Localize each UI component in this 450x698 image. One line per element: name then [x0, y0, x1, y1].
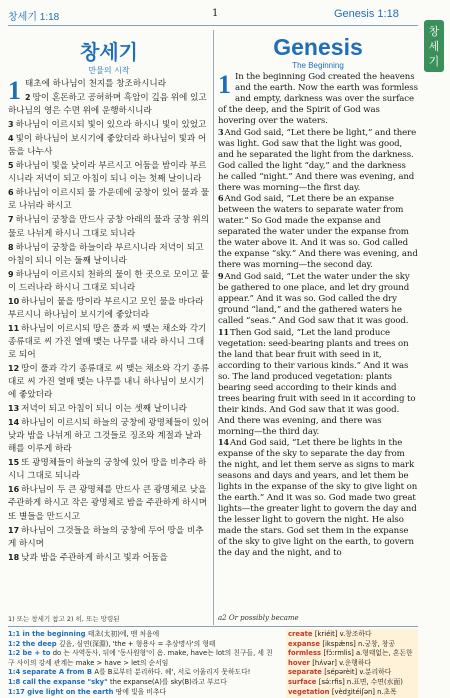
english-verse — [218, 193, 418, 271]
study-note-ref: 1:2 the deep — [8, 639, 59, 648]
english-chapter-number: 1 — [218, 70, 231, 99]
vocab-entry — [288, 630, 416, 640]
verse-text: 또 광명체들이 하늘의 궁창에 있어 땅을 비추라 하시니 그대로 되니라 — [8, 458, 207, 482]
korean-verse — [8, 362, 210, 402]
verse-text: 낮과 밤을 주관하게 하시고 빛과 어둠을 — [21, 552, 168, 563]
korean-verse — [8, 132, 210, 159]
english-verse — [218, 271, 418, 327]
verse-number: 13 — [8, 404, 20, 414]
study-note-text: 깊음, 심연(深淵), 'the + 형용사 = 추상명사'의 형태 — [58, 639, 216, 648]
verse-text: 저녁이 되고 아침이 되니 이는 셋째 날이니라 — [21, 404, 187, 415]
verse-text: 하나님이 뭍을 땅이라 부르시고 모인 물을 바다라 부르시니 하나님이 보시기에 좋았더라 — [8, 296, 204, 320]
korean-verse — [8, 483, 210, 523]
footer-rule — [8, 626, 418, 627]
header-rule — [8, 25, 418, 26]
vocab-entry — [288, 688, 416, 698]
vocab-entry — [288, 668, 416, 678]
study-note — [8, 630, 278, 640]
verse-text: 하나님이 이르시되 물 가운데에 궁창이 있어 물과 물로 나뉘라 하시고 — [8, 188, 210, 212]
study-note-text: do 는 사역동사, 뒤에 '동사원형'이 옴. make, have는 lot의 친구들, 세 친구 사이의 강세 관계는 make > have > let의 순서임 — [8, 649, 273, 667]
study-note-ref: 1:4 separate A from B — [8, 668, 95, 677]
korean-verses — [8, 78, 210, 565]
english-footnote: a2 Or possibly became — [218, 614, 299, 622]
study-note-ref: 1:2 be + to — [8, 649, 53, 658]
verse-text: 하나님이 궁창을 하늘이라 부르시니라 저녁이 되고 아침이 되니 이는 둘째 날이니라 — [8, 242, 204, 266]
study-note-ref: 1:17 give light on the earth — [8, 687, 116, 696]
verse-text: 땅이 혼돈하고 공허하며 흑암이 깊음 위에 있고 하나님의 영은 수면 위에 운행하시니라 — [8, 93, 207, 117]
verse-number: 15 — [8, 458, 20, 468]
verse-text: 하나님이 이르시되 빛이 있으라 하시니 빛이 있었고 — [15, 120, 207, 131]
verse-number: 12 — [8, 363, 20, 373]
korean-verse — [8, 186, 210, 213]
study-note-text: 땅에 빛을 비추다 — [115, 687, 167, 696]
korean-book-title: 창세기 — [80, 40, 138, 64]
header-korean-ref: 창세기 1:18 — [8, 12, 60, 23]
study-note — [8, 668, 278, 678]
korean-verse — [8, 159, 210, 186]
english-column — [218, 28, 418, 559]
vocab-word: vegetation — [288, 687, 332, 696]
verse-text: 땅이 풀과 각기 종류대로 씨 맺는 채소와 각기 종류대로 씨 가진 열매 맺는 나무를 내니 하나님이 보시기에 좋았더라 — [8, 363, 210, 401]
korean-verse — [8, 118, 210, 132]
study-note-text: the expanse(A)를 sky(B)라고 부르다 — [110, 677, 227, 686]
vocabulary-box — [286, 629, 418, 698]
verse-number: 3 — [8, 120, 14, 130]
korean-verse — [8, 416, 210, 456]
header-english-ref: Genesis 1:18 — [334, 8, 399, 20]
verse-text: 하나님이 이르시되 땅은 풀과 씨 맺는 채소와 각기 종류대로 씨 가진 열매 맺는 나무를 내라 하시니 그대로 되어 — [8, 323, 207, 360]
verse-number: 10 — [8, 296, 20, 306]
vocab-definition: [sə́ːrfis] n.표면, 수면(水面) — [318, 677, 403, 686]
verse-text: 하나님이 궁창을 만드사 궁창 아래의 물과 궁창 위의 물로 나뉘게 하시니 그대로 되니라 — [8, 215, 210, 239]
vocab-definition: [vèdʒitéiʃən] n.초목 — [331, 687, 397, 696]
verse-text: And God said, “Let there be lights in the expanse of the sky to separate the day from the night, and let them serve as signs to mark seasons and days and years, and let them be lights in the expanse of the sky to give light on the earth.” And it was so. God made two great lights—the greater light to govern the day and the lesser light to govern the night. He also made the stars. God set them in the expanse of the sky to give light on the earth, to govern the day and the night, and to — [218, 438, 418, 558]
vocab-word: expanse — [288, 639, 323, 648]
verse-text: 하나님이 이르시되 하늘의 궁창에 광명체들이 있어 낮과 밤을 나뉘게 하고 그것들로 징조와 계절과 날과 해를 이루게 하라 — [8, 418, 210, 455]
korean-verse — [8, 91, 210, 118]
vocab-entry — [288, 659, 416, 669]
vocab-entry — [288, 640, 416, 650]
vocab-definition: [fɔ́ːrmlis] a.형태없는, 혼돈한 — [323, 649, 413, 658]
verse-text: In the beginning God created the heavens and the earth. Now the earth was formless and empty, darkness was over the surface of the deep, and the Spirit of God was hovering over the waters. — [218, 72, 418, 126]
verse-number: 2 — [25, 93, 31, 103]
study-note-text: 태초(太初)에, 맨 처음에 — [87, 630, 160, 638]
verse-number: 14 — [8, 418, 20, 428]
book-tab[interactable]: 창세기 — [424, 20, 444, 72]
korean-footnote: 1) 또는 창세기 참고 2) 히, 또는 망령된 — [8, 615, 120, 623]
korean-verse — [8, 551, 210, 565]
verse-number: 7 — [8, 215, 14, 225]
english-verse — [218, 437, 418, 558]
korean-verse — [8, 322, 210, 362]
korean-verse — [8, 295, 210, 322]
page-number: 1 — [212, 8, 219, 19]
study-note — [8, 649, 278, 668]
verse-number: 11 — [218, 326, 229, 337]
verse-text: And God said, “Let the water under the sky be gathered to one place, and let dry ground appear.” And it was so. God called the dry ground “land,” and the gathered waters he called “seas.” And God saw that it was good. — [218, 272, 410, 326]
english-verse — [218, 327, 418, 438]
vocab-word: formless — [288, 649, 324, 658]
verse-number: 18 — [8, 552, 20, 562]
korean-verse — [8, 241, 210, 268]
verse-number: 16 — [8, 485, 20, 495]
verse-number: 6 — [8, 188, 14, 198]
verse-text: 빛이 하나님이 보시기에 좋았더라 하나님이 빛과 어둠을 나누사 — [8, 134, 207, 158]
study-note — [8, 688, 278, 698]
korean-chapter-number: 1 — [8, 76, 21, 105]
vocab-definition: [sépərèit] v.분리하다 — [324, 668, 392, 677]
study-note — [8, 640, 278, 650]
study-note-text: A를 B로부터 분리하다. 헤', 서로 어울리지 못하도다! — [94, 668, 251, 677]
vocab-word: separate — [288, 668, 325, 677]
verse-text: And God said, “Let there be light,” and there was light. God saw that the light was good, and he separated the light from the darkness. God called the light “day,” and the darkness he called “night.” And there was evening, and there was morning—the first day. — [218, 127, 417, 193]
korean-verse — [8, 78, 210, 91]
vocab-definition: [ikspǽns] n.궁창, 창공 — [322, 639, 396, 648]
vocab-word: surface — [288, 677, 319, 686]
korean-verse — [8, 402, 210, 416]
english-verse — [218, 127, 418, 194]
vocab-definition: [kriéit] v.창조하다 — [314, 630, 372, 638]
study-notes — [8, 630, 278, 697]
verse-text: 하나님이 두 큰 광명체를 만드사 큰 광명체로 낮을 주관하게 하시고 작은 광명체로 밤을 주관하게 하시며 또 별들을 만드시고 — [8, 485, 208, 522]
study-note — [8, 678, 278, 688]
vocab-definition: [hʌ́vər] v.운행하다 — [312, 658, 371, 667]
verse-number: 6 — [218, 193, 224, 204]
verse-number: 3 — [218, 126, 224, 137]
study-note-ref: 1:8 call the expanse "sky" — [8, 677, 110, 686]
verse-text: 태초에 하나님이 천지를 창조하시니라 — [25, 79, 167, 89]
verse-text: And God said, “Let there be an expanse between the waters to separate water from water.” So God made the expanse and separated the water under the expanse from the water above it. And it was so. God called the expanse “sky.” And there was evening, and there was morning—the second day. — [218, 194, 418, 271]
verse-number: 17 — [8, 525, 20, 535]
english-verses — [218, 72, 418, 559]
korean-verse — [8, 213, 210, 240]
verse-text: 하나님이 이르시되 천하의 물이 한 곳으로 모이고 뭍이 드러나라 하시니 그대로 되니라 — [8, 269, 210, 293]
verse-text: Then God said, “Let the land produce vegetation: seed-bearing plants and trees on the land that bear fruit with seed in it, according to their various kinds.” And it was so. The land produced vegetation: plants bearing seed according to their kinds and trees bearing fruit with seed in it according to their kinds. And God saw that it was good. And there was evening, and there was morning—the third day. — [218, 327, 416, 437]
verse-number: 9 — [218, 271, 224, 282]
verse-number: 4 — [8, 134, 14, 144]
study-note-ref: 1:1 in the beginning — [8, 630, 88, 638]
korean-column — [8, 28, 210, 565]
verse-number: 5 — [8, 161, 14, 171]
vocab-entry — [288, 678, 416, 688]
vocab-word: hover — [288, 658, 313, 667]
english-section-heading: The Beginning — [292, 61, 344, 70]
korean-verse — [8, 268, 210, 295]
column-divider — [213, 30, 214, 625]
english-book-title: Genesis — [273, 34, 363, 60]
vocab-word: create — [288, 630, 315, 638]
page-header — [0, 0, 450, 28]
verse-text: 하나님이 그것들을 하늘의 궁창에 두어 땅을 비추게 하시며 — [8, 525, 204, 549]
vocab-entry — [288, 649, 416, 659]
korean-verse — [8, 456, 210, 483]
verse-text: 하나님이 빛을 낮이라 부르시고 어둠을 밤이라 부르시니라 저녁이 되고 아침이 되니 이는 첫째 날이니라 — [8, 161, 207, 185]
korean-verse — [8, 524, 210, 551]
verse-number: 14 — [218, 437, 229, 448]
verse-number: 11 — [8, 323, 20, 333]
english-verse — [218, 72, 418, 127]
verse-number: 9 — [8, 269, 14, 279]
verse-number: 8 — [8, 242, 14, 252]
korean-section-heading: 만물의 시작 — [88, 66, 130, 75]
